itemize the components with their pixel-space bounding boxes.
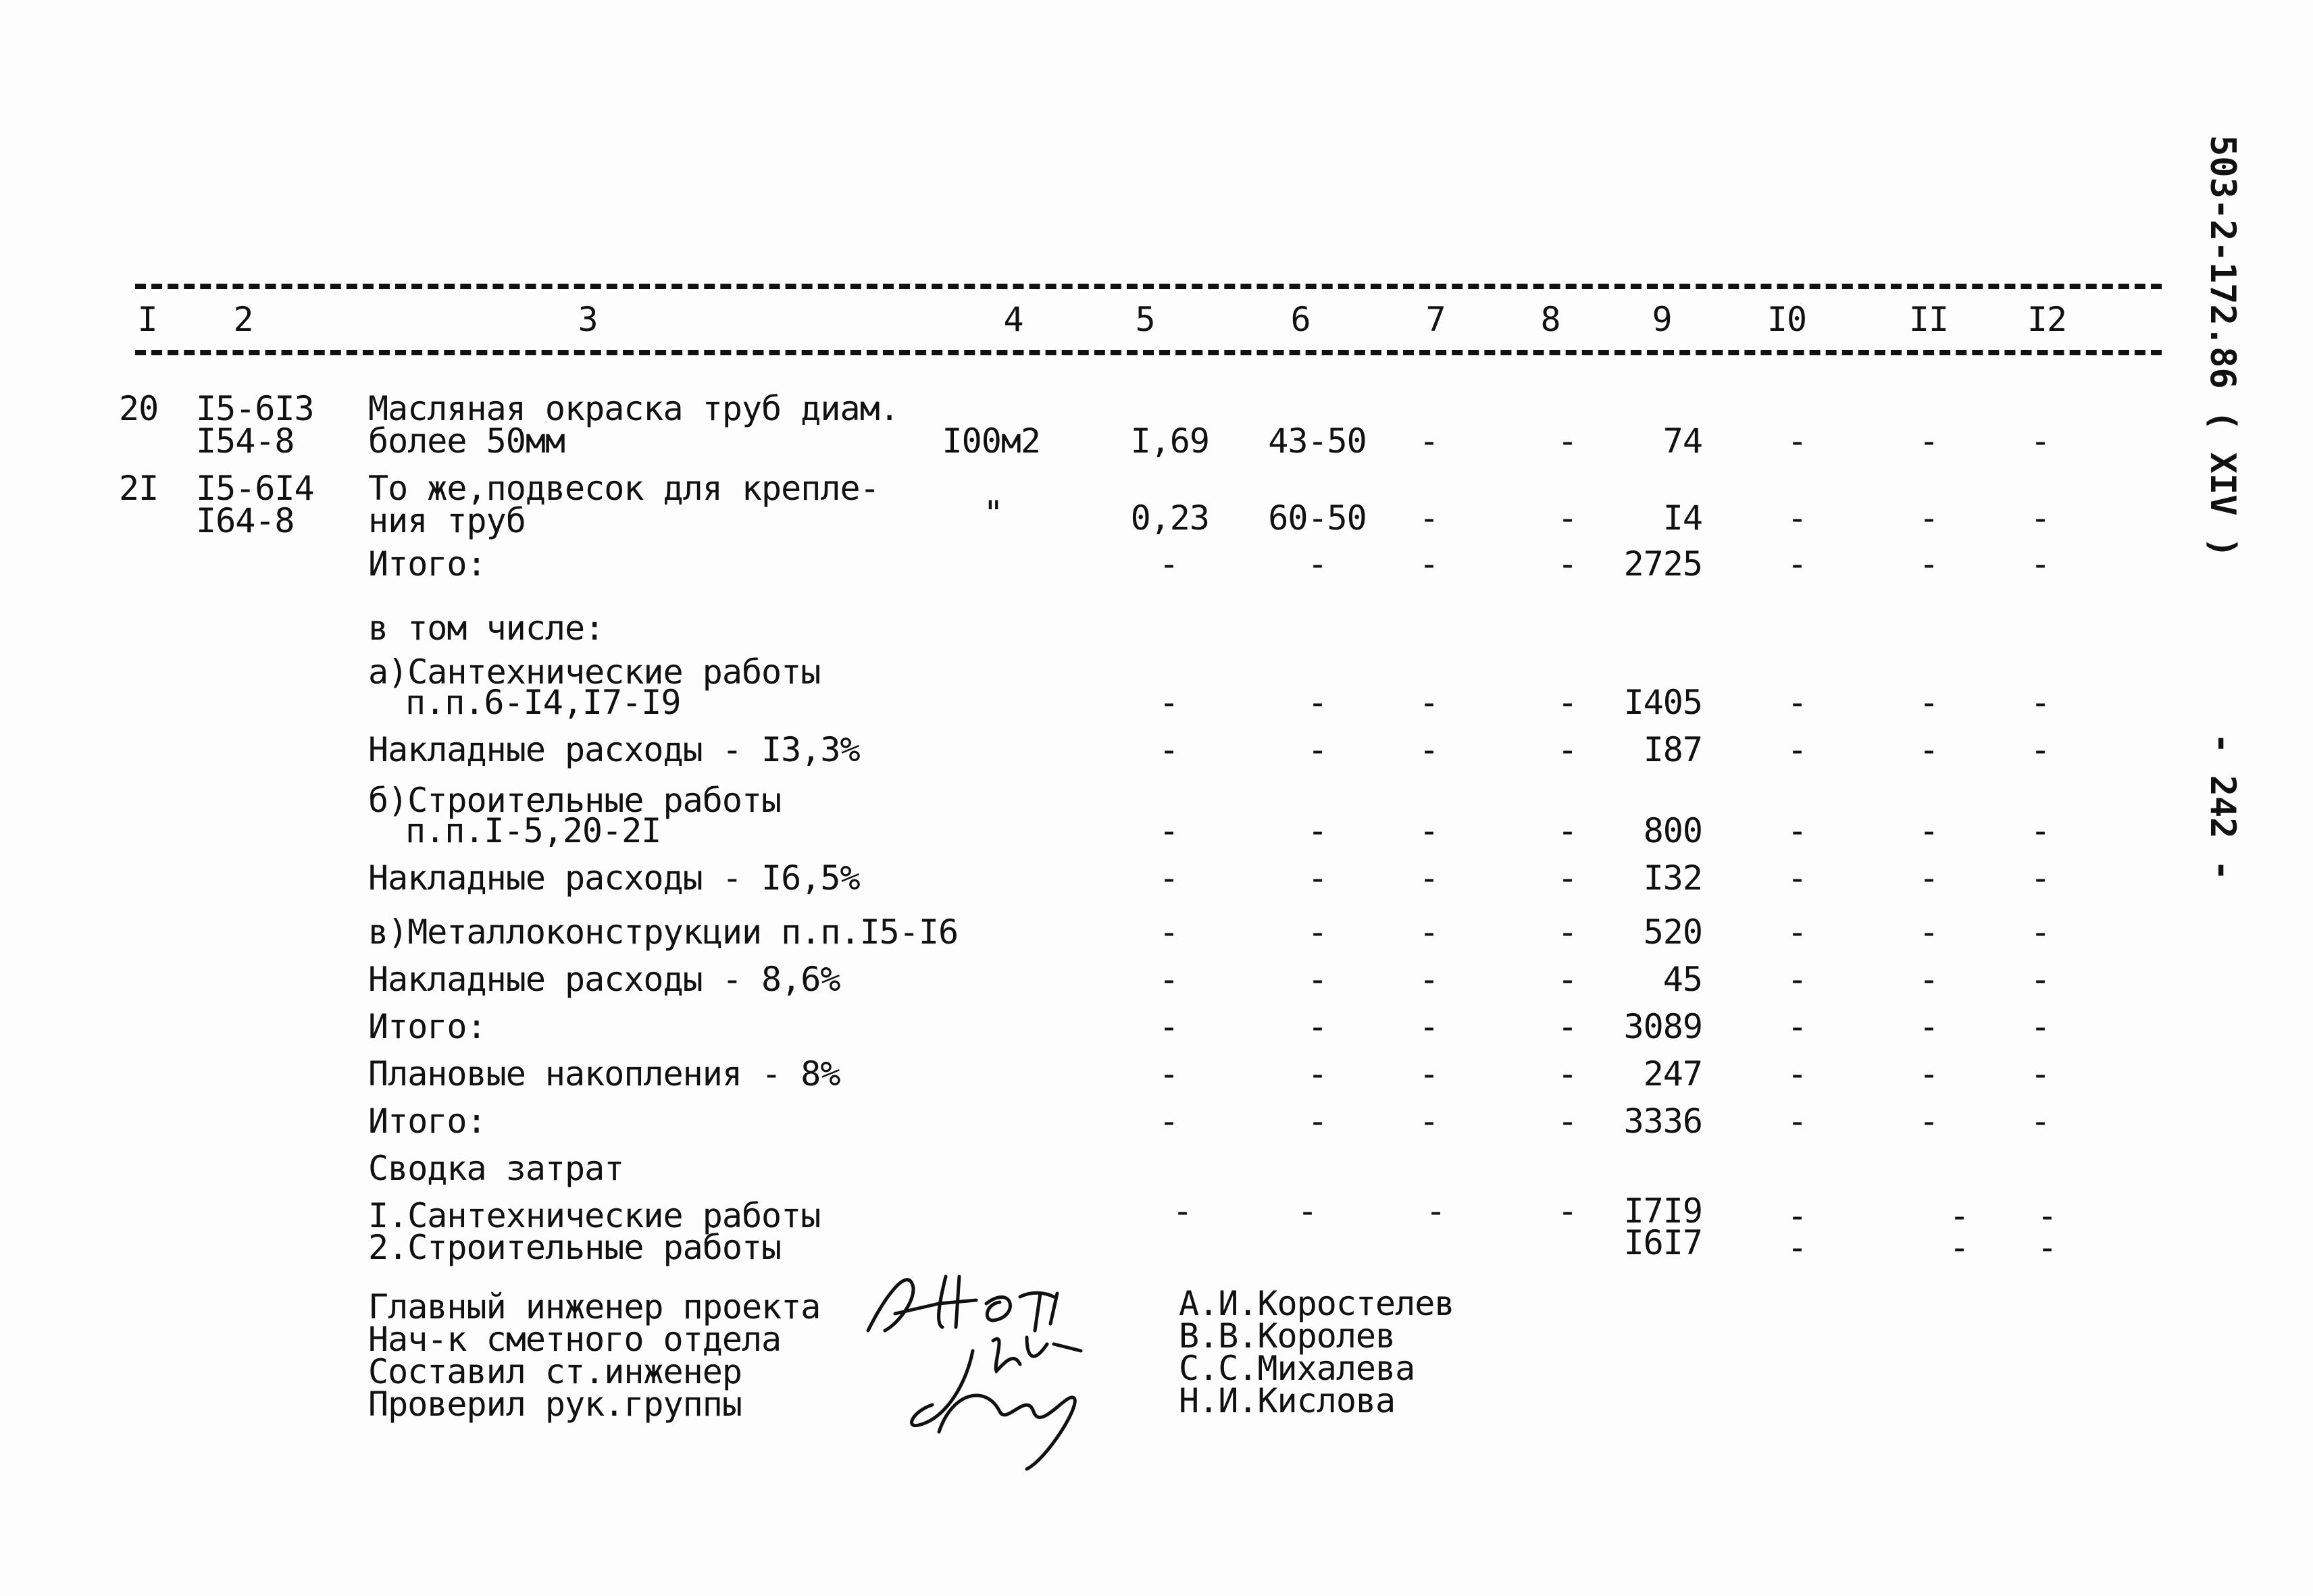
cell-col8: - bbox=[1557, 421, 1577, 461]
cell-col9: I32 bbox=[1643, 858, 1702, 898]
cost-summary-label: I.Сантехнические работы bbox=[368, 1196, 821, 1235]
summary-label: Накладные расходы - 8,6% bbox=[368, 960, 840, 999]
cell-col6: - bbox=[1307, 1102, 1327, 1141]
cell-col5: - bbox=[1159, 912, 1179, 952]
cell-col12: - bbox=[2030, 912, 2050, 952]
cell-col8: - bbox=[1557, 498, 1577, 538]
cell-col6: - bbox=[1307, 683, 1327, 722]
cell-col11: - bbox=[1918, 683, 1939, 722]
col-header-7: 7 bbox=[1425, 300, 1446, 339]
cell-col11: - bbox=[1949, 1228, 1969, 1267]
cell-col7: - bbox=[1419, 1054, 1439, 1093]
cell-col12: - bbox=[2030, 858, 2050, 898]
price-code: I54-8 bbox=[196, 421, 295, 461]
summary-label: Итого: bbox=[368, 1007, 486, 1046]
quantity: 0,23 bbox=[1130, 498, 1209, 538]
cell-col9: 247 bbox=[1643, 1054, 1702, 1093]
cell-col10: - bbox=[1787, 912, 1807, 952]
cell-col12: - bbox=[2030, 421, 2050, 461]
col-header-12: I2 bbox=[2027, 300, 2067, 339]
cell-col9: 45 bbox=[1662, 960, 1702, 999]
col-header-4: 4 bbox=[1003, 300, 1023, 339]
cell-col9: I87 bbox=[1643, 730, 1702, 769]
cell-col10: - bbox=[1787, 498, 1807, 538]
cell-col11: - bbox=[1918, 960, 1939, 999]
cell-col10: - bbox=[1787, 1228, 1807, 1267]
cell-col5: - bbox=[1159, 858, 1179, 898]
norm-code: I5-6I3 bbox=[196, 389, 314, 428]
work-description-cont: более 50мм bbox=[368, 421, 565, 461]
cost-summary-label: 2.Строительные работы bbox=[368, 1228, 782, 1267]
summary-label: в)Металлоконструкции п.п.I5-I6 bbox=[368, 912, 959, 952]
summary-label: Плановые накопления - 8% bbox=[368, 1054, 840, 1093]
cell-col7: - bbox=[1419, 498, 1439, 538]
cell-col9: I7I9 bbox=[1623, 1191, 1702, 1231]
cell-col9: 800 bbox=[1643, 811, 1702, 850]
price-code: I64-8 bbox=[196, 501, 295, 540]
document-code: 503-2-172.86 ( XIV ) bbox=[2202, 135, 2243, 559]
cell-col5: - bbox=[1159, 1054, 1179, 1093]
col-header-1: I bbox=[137, 300, 157, 339]
cell-col10: - bbox=[1787, 1196, 1807, 1235]
cell-col9: I4 bbox=[1662, 498, 1702, 538]
cell-col5: - bbox=[1159, 1102, 1179, 1141]
cell-col8: - bbox=[1557, 544, 1577, 584]
cell-col11: - bbox=[1918, 730, 1939, 769]
cell-col11: - bbox=[1918, 912, 1939, 952]
summary-label-cont: п.п.6-I4,I7-I9 bbox=[405, 683, 681, 722]
cell-col10: - bbox=[1787, 858, 1807, 898]
cell-col7: - bbox=[1425, 1191, 1446, 1231]
cell-col7: - bbox=[1419, 421, 1439, 461]
unit-cost: 60-50 bbox=[1268, 498, 1367, 538]
cell-col12: - bbox=[2030, 498, 2050, 538]
cell-col7: - bbox=[1419, 858, 1439, 898]
page-number: - 242 - bbox=[2202, 733, 2243, 881]
cell-col9: 74 bbox=[1662, 421, 1702, 461]
cell-col10: - bbox=[1787, 1102, 1807, 1141]
col-header-6: 6 bbox=[1290, 300, 1311, 339]
unit: I00м2 bbox=[942, 421, 1040, 461]
cell-col8: - bbox=[1557, 912, 1577, 952]
cell-col6: - bbox=[1297, 1191, 1317, 1231]
cell-col9: 2725 bbox=[1623, 544, 1702, 584]
cell-col7: - bbox=[1419, 912, 1439, 952]
quantity: I,69 bbox=[1130, 421, 1209, 461]
cell-col7: - bbox=[1419, 960, 1439, 999]
summary-label: Итого: bbox=[368, 544, 486, 584]
cell-col10: - bbox=[1787, 811, 1807, 850]
header-bottom-rule bbox=[135, 350, 2162, 355]
col-header-10: I0 bbox=[1766, 300, 1807, 339]
col-header-11: II bbox=[1908, 300, 1949, 339]
cell-col8: - bbox=[1557, 1191, 1577, 1231]
work-description-cont: ния труб bbox=[368, 501, 526, 540]
cell-col12: - bbox=[2030, 1054, 2050, 1093]
work-description: То же,подвесок для крепле- bbox=[368, 469, 880, 508]
cell-col5: - bbox=[1159, 683, 1179, 722]
cell-col7: - bbox=[1419, 1007, 1439, 1046]
cell-col8: - bbox=[1557, 858, 1577, 898]
col-header-5: 5 bbox=[1135, 300, 1155, 339]
cell-col12: - bbox=[2037, 1228, 2057, 1267]
cell-col6: - bbox=[1307, 912, 1327, 952]
summary-label: Итого: bbox=[368, 1102, 486, 1141]
cell-col6: - bbox=[1307, 1007, 1327, 1046]
cell-col6: - bbox=[1307, 960, 1327, 999]
col-header-3: 3 bbox=[578, 300, 598, 339]
cell-col11: - bbox=[1918, 544, 1939, 584]
cell-col6: - bbox=[1307, 1054, 1327, 1093]
name-mikhaleva: С.С.Михалева bbox=[1179, 1349, 1415, 1388]
cell-col8: - bbox=[1557, 1054, 1577, 1093]
name-korostelev: А.И.Коростелев bbox=[1179, 1284, 1454, 1323]
cell-col7: - bbox=[1419, 544, 1439, 584]
cell-col5: - bbox=[1159, 1007, 1179, 1046]
cell-col5: - bbox=[1172, 1191, 1192, 1231]
cell-col12: - bbox=[2030, 544, 2050, 584]
cell-col5: - bbox=[1159, 960, 1179, 999]
section-label: в том числе: bbox=[368, 609, 605, 648]
cell-col11: - bbox=[1918, 811, 1939, 850]
cell-col6: - bbox=[1307, 730, 1327, 769]
cell-col10: - bbox=[1787, 683, 1807, 722]
summary-label: Накладные расходы - I3,3% bbox=[368, 730, 860, 769]
cell-col7: - bbox=[1419, 683, 1439, 722]
cell-col7: - bbox=[1419, 730, 1439, 769]
cell-col10: - bbox=[1787, 421, 1807, 461]
role-estimate-head: Нач-к сметного отдела bbox=[368, 1320, 782, 1359]
cell-col10: - bbox=[1787, 544, 1807, 584]
cost-summary-heading: Сводка затрат bbox=[368, 1149, 624, 1188]
cell-col8: - bbox=[1557, 960, 1577, 999]
cell-col8: - bbox=[1557, 730, 1577, 769]
header-top-rule bbox=[135, 284, 2162, 289]
role-compiled-by: Составил ст.инженер bbox=[368, 1352, 742, 1391]
cell-col9: 3089 bbox=[1623, 1007, 1702, 1046]
cell-col8: - bbox=[1557, 1102, 1577, 1141]
cell-col12: - bbox=[2030, 683, 2050, 722]
col-header-9: 9 bbox=[1652, 300, 1672, 339]
name-kislova: Н.И.Кислова bbox=[1179, 1381, 1396, 1420]
cell-col10: - bbox=[1787, 1007, 1807, 1046]
cell-col11: - bbox=[1949, 1196, 1969, 1235]
role-checked-by: Проверил рук.группы bbox=[368, 1385, 742, 1424]
summary-label: б)Строительные работы bbox=[368, 781, 782, 820]
row-number: 2I bbox=[119, 469, 159, 508]
cell-col6: - bbox=[1307, 544, 1327, 584]
summary-label: а)Сантехнические работы bbox=[368, 652, 821, 692]
cell-col11: - bbox=[1918, 1102, 1939, 1141]
cell-col6: - bbox=[1307, 858, 1327, 898]
signature-2 bbox=[892, 1324, 1115, 1479]
cell-col7: - bbox=[1419, 811, 1439, 850]
work-description: Масляная окраска труб диам. bbox=[368, 389, 899, 428]
unit-cost: 43-50 bbox=[1268, 421, 1367, 461]
cell-col8: - bbox=[1557, 811, 1577, 850]
cell-col9: 520 bbox=[1643, 912, 1702, 952]
cell-col9: I405 bbox=[1623, 683, 1702, 722]
cell-col12: - bbox=[2030, 1007, 2050, 1046]
cell-col11: - bbox=[1918, 498, 1939, 538]
cell-col10: - bbox=[1787, 960, 1807, 999]
row-number: 20 bbox=[119, 389, 159, 428]
cell-col10: - bbox=[1787, 1054, 1807, 1093]
norm-code: I5-6I4 bbox=[196, 469, 314, 508]
cell-col9: 3336 bbox=[1623, 1102, 1702, 1141]
cell-col12: - bbox=[2030, 811, 2050, 850]
cell-col12: - bbox=[2030, 960, 2050, 999]
cell-col11: - bbox=[1918, 858, 1939, 898]
cell-col8: - bbox=[1557, 683, 1577, 722]
cell-col5: - bbox=[1159, 544, 1179, 584]
cell-col11: - bbox=[1918, 1054, 1939, 1093]
cell-col10: - bbox=[1787, 730, 1807, 769]
cell-col11: - bbox=[1918, 421, 1939, 461]
cell-col12: - bbox=[2030, 1102, 2050, 1141]
cell-col12: - bbox=[2030, 730, 2050, 769]
cell-col7: - bbox=[1419, 1102, 1439, 1141]
role-chief-engineer: Главный инженер проекта bbox=[368, 1287, 821, 1327]
cell-col12: - bbox=[2037, 1196, 2057, 1235]
unit: " bbox=[983, 494, 1003, 533]
col-header-8: 8 bbox=[1540, 300, 1560, 339]
cell-col5: - bbox=[1159, 811, 1179, 850]
name-korolev: В.В.Королев bbox=[1179, 1316, 1396, 1356]
summary-label-cont: п.п.I-5,20-2I bbox=[405, 811, 661, 850]
cell-col6: - bbox=[1307, 811, 1327, 850]
cell-col11: - bbox=[1918, 1007, 1939, 1046]
col-header-2: 2 bbox=[233, 300, 253, 339]
cell-col5: - bbox=[1159, 730, 1179, 769]
cell-col8: - bbox=[1557, 1007, 1577, 1046]
summary-label: Накладные расходы - I6,5% bbox=[368, 858, 860, 898]
cell-col9: I6I7 bbox=[1623, 1223, 1702, 1262]
